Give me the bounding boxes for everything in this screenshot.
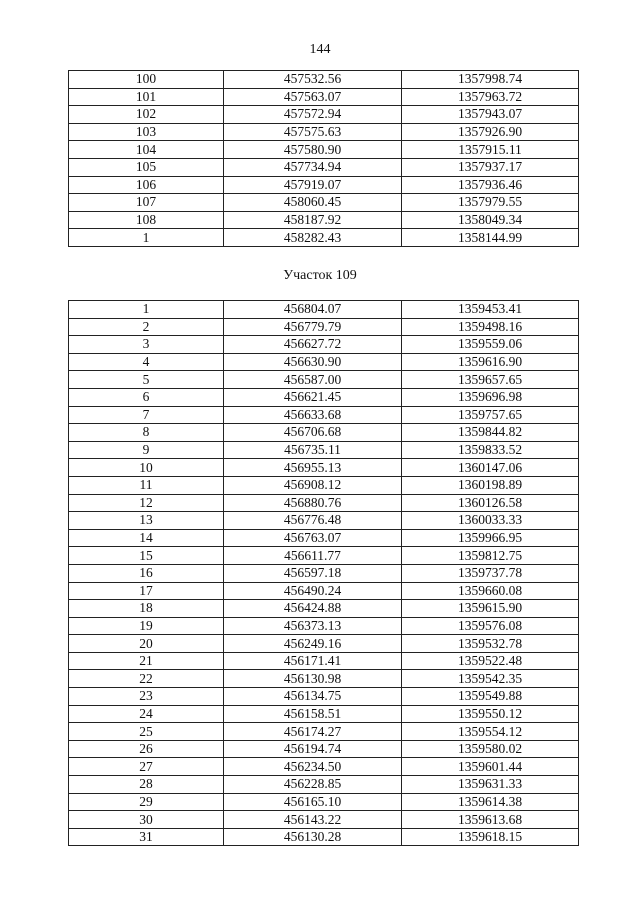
table-row (69, 371, 579, 389)
x-coordinate-cell: 456490.24 (224, 582, 402, 600)
y-coordinate-cell: 1357915.11 (402, 141, 579, 159)
y-coordinate-cell: 1360033.33 (402, 512, 579, 530)
x-coordinate-cell: 456158.51 (224, 705, 402, 723)
y-coordinate-cell: 1357937.17 (402, 158, 579, 176)
y-coordinate-cell: 1360147.06 (402, 459, 579, 477)
table-row (69, 547, 579, 565)
point-number-cell: 1 (69, 301, 224, 319)
point-number-cell: 28 (69, 776, 224, 794)
table-row (69, 336, 579, 354)
table-row (69, 88, 579, 106)
table-row (69, 617, 579, 635)
y-coordinate-cell: 1359618.15 (402, 828, 579, 846)
table-row (69, 688, 579, 706)
table-row (69, 106, 579, 124)
y-coordinate-cell: 1358049.34 (402, 211, 579, 229)
table-row (69, 529, 579, 547)
point-number-cell: 30 (69, 811, 224, 829)
y-coordinate-cell: 1359737.78 (402, 564, 579, 582)
y-coordinate-cell: 1359696.98 (402, 388, 579, 406)
table-row (69, 388, 579, 406)
table-row (69, 318, 579, 336)
x-coordinate-cell: 456174.27 (224, 723, 402, 741)
x-coordinate-cell: 456587.00 (224, 371, 402, 389)
x-coordinate-cell: 456171.41 (224, 652, 402, 670)
table-row (69, 176, 579, 194)
table-row (69, 158, 579, 176)
y-coordinate-cell: 1357998.74 (402, 71, 579, 89)
x-coordinate-cell: 456955.13 (224, 459, 402, 477)
point-number-cell: 10 (69, 459, 224, 477)
y-coordinate-cell: 1357936.46 (402, 176, 579, 194)
y-coordinate-cell: 1359616.90 (402, 353, 579, 371)
table-row (69, 406, 579, 424)
y-coordinate-cell: 1359660.08 (402, 582, 579, 600)
y-coordinate-cell: 1359615.90 (402, 600, 579, 618)
table-row (69, 459, 579, 477)
x-coordinate-cell: 457572.94 (224, 106, 402, 124)
point-number-cell: 20 (69, 635, 224, 653)
x-coordinate-cell: 456706.68 (224, 424, 402, 442)
y-coordinate-cell: 1359966.95 (402, 529, 579, 547)
point-number-cell: 108 (69, 211, 224, 229)
point-number-cell: 107 (69, 194, 224, 212)
table-row (69, 776, 579, 794)
table-row (69, 705, 579, 723)
table-row (69, 229, 579, 247)
point-number-cell: 104 (69, 141, 224, 159)
section-title: Участок 109 (283, 268, 357, 283)
point-number-cell: 5 (69, 371, 224, 389)
x-coordinate-cell: 456735.11 (224, 441, 402, 459)
point-number-cell: 106 (69, 176, 224, 194)
x-coordinate-cell: 456424.88 (224, 600, 402, 618)
point-number-cell: 18 (69, 600, 224, 618)
coordinates-table-section-109-body (69, 301, 579, 846)
table-row (69, 828, 579, 846)
x-coordinate-cell: 456763.07 (224, 529, 402, 547)
x-coordinate-cell: 456130.98 (224, 670, 402, 688)
table-row (69, 635, 579, 653)
y-coordinate-cell: 1359453.41 (402, 301, 579, 319)
table-row (69, 740, 579, 758)
table-row (69, 670, 579, 688)
point-number-cell: 4 (69, 353, 224, 371)
table-row (69, 211, 579, 229)
point-number-cell: 12 (69, 494, 224, 512)
y-coordinate-cell: 1359812.75 (402, 547, 579, 565)
y-coordinate-cell: 1359657.65 (402, 371, 579, 389)
x-coordinate-cell: 456633.68 (224, 406, 402, 424)
y-coordinate-cell: 1359542.35 (402, 670, 579, 688)
x-coordinate-cell: 456880.76 (224, 494, 402, 512)
y-coordinate-cell: 1359580.02 (402, 740, 579, 758)
table-row (69, 353, 579, 371)
point-number-cell: 1 (69, 229, 224, 247)
point-number-cell: 13 (69, 512, 224, 530)
table-row (69, 512, 579, 530)
point-number-cell: 19 (69, 617, 224, 635)
point-number-cell: 105 (69, 158, 224, 176)
table-row (69, 582, 579, 600)
x-coordinate-cell: 456373.13 (224, 617, 402, 635)
y-coordinate-cell: 1359757.65 (402, 406, 579, 424)
table-row (69, 600, 579, 618)
page-number: 144 (309, 42, 331, 57)
x-coordinate-cell: 457919.07 (224, 176, 402, 194)
point-number-cell: 15 (69, 547, 224, 565)
point-number-cell: 2 (69, 318, 224, 336)
x-coordinate-cell: 456779.79 (224, 318, 402, 336)
coordinates-table-top-body (69, 71, 579, 247)
x-coordinate-cell: 456143.22 (224, 811, 402, 829)
table-row (69, 758, 579, 776)
y-coordinate-cell: 1357979.55 (402, 194, 579, 212)
point-number-cell: 101 (69, 88, 224, 106)
coordinates-table-top (68, 70, 579, 247)
table-row (69, 141, 579, 159)
y-coordinate-cell: 1358144.99 (402, 229, 579, 247)
table-row (69, 811, 579, 829)
y-coordinate-cell: 1360198.89 (402, 476, 579, 494)
x-coordinate-cell: 456228.85 (224, 776, 402, 794)
y-coordinate-cell: 1359498.16 (402, 318, 579, 336)
y-coordinate-cell: 1359559.06 (402, 336, 579, 354)
y-coordinate-cell: 1359601.44 (402, 758, 579, 776)
x-coordinate-cell: 456194.74 (224, 740, 402, 758)
point-number-cell: 31 (69, 828, 224, 846)
point-number-cell: 9 (69, 441, 224, 459)
table-row (69, 441, 579, 459)
point-number-cell: 8 (69, 424, 224, 442)
point-number-cell: 102 (69, 106, 224, 124)
table-row (69, 494, 579, 512)
point-number-cell: 7 (69, 406, 224, 424)
x-coordinate-cell: 456908.12 (224, 476, 402, 494)
x-coordinate-cell: 458060.45 (224, 194, 402, 212)
point-number-cell: 24 (69, 705, 224, 723)
point-number-cell: 27 (69, 758, 224, 776)
x-coordinate-cell: 458187.92 (224, 211, 402, 229)
point-number-cell: 16 (69, 564, 224, 582)
y-coordinate-cell: 1359631.33 (402, 776, 579, 794)
point-number-cell: 26 (69, 740, 224, 758)
x-coordinate-cell: 456134.75 (224, 688, 402, 706)
x-coordinate-cell: 457575.63 (224, 123, 402, 141)
point-number-cell: 14 (69, 529, 224, 547)
y-coordinate-cell: 1359549.88 (402, 688, 579, 706)
table-row (69, 723, 579, 741)
y-coordinate-cell: 1360126.58 (402, 494, 579, 512)
x-coordinate-cell: 456234.50 (224, 758, 402, 776)
table-row (69, 564, 579, 582)
table-row (69, 476, 579, 494)
table-row (69, 71, 579, 89)
x-coordinate-cell: 458282.43 (224, 229, 402, 247)
point-number-cell: 22 (69, 670, 224, 688)
point-number-cell: 6 (69, 388, 224, 406)
point-number-cell: 23 (69, 688, 224, 706)
x-coordinate-cell: 456165.10 (224, 793, 402, 811)
point-number-cell: 3 (69, 336, 224, 354)
point-number-cell: 17 (69, 582, 224, 600)
table-row (69, 652, 579, 670)
x-coordinate-cell: 456804.07 (224, 301, 402, 319)
y-coordinate-cell: 1359844.82 (402, 424, 579, 442)
x-coordinate-cell: 457580.90 (224, 141, 402, 159)
point-number-cell: 100 (69, 71, 224, 89)
point-number-cell: 29 (69, 793, 224, 811)
coordinates-table-section-109 (68, 300, 579, 846)
table-row (69, 301, 579, 319)
y-coordinate-cell: 1359614.38 (402, 793, 579, 811)
point-number-cell: 11 (69, 476, 224, 494)
point-number-cell: 103 (69, 123, 224, 141)
table-row (69, 793, 579, 811)
x-coordinate-cell: 457563.07 (224, 88, 402, 106)
table-row (69, 194, 579, 212)
x-coordinate-cell: 456611.77 (224, 547, 402, 565)
y-coordinate-cell: 1357943.07 (402, 106, 579, 124)
y-coordinate-cell: 1357963.72 (402, 88, 579, 106)
table-row (69, 424, 579, 442)
x-coordinate-cell: 456597.18 (224, 564, 402, 582)
y-coordinate-cell: 1359576.08 (402, 617, 579, 635)
x-coordinate-cell: 456630.90 (224, 353, 402, 371)
y-coordinate-cell: 1359550.12 (402, 705, 579, 723)
x-coordinate-cell: 456776.48 (224, 512, 402, 530)
y-coordinate-cell: 1359833.52 (402, 441, 579, 459)
y-coordinate-cell: 1359522.48 (402, 652, 579, 670)
y-coordinate-cell: 1359532.78 (402, 635, 579, 653)
x-coordinate-cell: 456621.45 (224, 388, 402, 406)
table-row (69, 123, 579, 141)
x-coordinate-cell: 457532.56 (224, 71, 402, 89)
y-coordinate-cell: 1359613.68 (402, 811, 579, 829)
x-coordinate-cell: 456249.16 (224, 635, 402, 653)
x-coordinate-cell: 456130.28 (224, 828, 402, 846)
x-coordinate-cell: 456627.72 (224, 336, 402, 354)
point-number-cell: 25 (69, 723, 224, 741)
y-coordinate-cell: 1357926.90 (402, 123, 579, 141)
point-number-cell: 21 (69, 652, 224, 670)
x-coordinate-cell: 457734.94 (224, 158, 402, 176)
y-coordinate-cell: 1359554.12 (402, 723, 579, 741)
